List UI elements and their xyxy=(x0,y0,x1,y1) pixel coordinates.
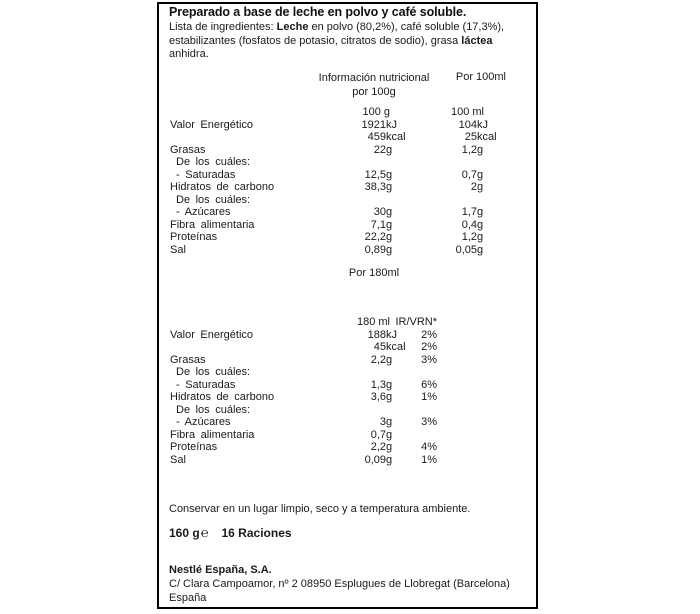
amount-number: 25 xyxy=(464,131,477,143)
value-per-100g xyxy=(279,219,392,231)
amount-unit: kcal xyxy=(477,131,497,143)
table-header-per-180ml: Por 180ml xyxy=(348,267,400,279)
value-per-100ml xyxy=(399,181,483,193)
nutrition-label xyxy=(157,2,538,609)
amount-unit: g xyxy=(386,416,393,428)
ingredients-prefix: Lista de ingredientes: xyxy=(169,21,277,33)
column-header-100ml: 100 ml xyxy=(450,106,484,118)
amount-unit: g xyxy=(477,218,484,231)
percent-value: 1% xyxy=(421,453,437,466)
amount-unit: g xyxy=(477,143,484,156)
storage-instructions: Conservar en un lugar limpio, seco y a temperatura ambiente. xyxy=(169,503,471,515)
nutrient-name: De los cuáles: xyxy=(176,193,251,206)
nutrition-row xyxy=(159,391,536,404)
amount-number: 7,1 xyxy=(370,218,386,231)
nutrition-row xyxy=(159,156,536,169)
nutrient-name: De los cuáles: xyxy=(176,403,251,416)
nutrition-row xyxy=(159,206,536,219)
amount-unit: g xyxy=(386,143,393,156)
column-header-180ml: 180 ml xyxy=(356,316,390,328)
amount-unit: g xyxy=(386,353,393,366)
nutrient-name: - Saturadas xyxy=(176,168,236,181)
manufacturer-name: Nestlé España, S.A. xyxy=(169,564,272,576)
amount-number: 12,5 xyxy=(364,168,386,181)
value-per-180ml xyxy=(279,354,392,366)
ingredients-line-1 xyxy=(169,21,535,35)
value-per-100g xyxy=(279,144,392,156)
amount-number: 188 xyxy=(367,328,386,341)
value-per-100g xyxy=(279,169,392,181)
percent-value: 3% xyxy=(421,353,437,366)
amount-number: 0,89 xyxy=(364,243,386,256)
percent-value: 3% xyxy=(421,416,437,428)
amount-number: 2 xyxy=(470,181,477,193)
nutrition-row xyxy=(159,219,536,232)
manufacturer-address: C/ Clara Campoamor, nº 2 08950 Esplugues de Llobregat (Barcelona) xyxy=(169,578,510,590)
ingredients-text: en polvo (80,2%), café soluble (17,3%), xyxy=(308,21,505,33)
nutrition-row xyxy=(159,194,536,207)
net-weight-line xyxy=(169,525,292,540)
value-per-100ml xyxy=(399,144,483,156)
column-header-row xyxy=(159,316,536,329)
percent-value: 6% xyxy=(421,378,437,391)
amount-number: 0,05 xyxy=(455,243,477,256)
nutrient-name: De los cuáles: xyxy=(176,366,251,378)
value-per-100g xyxy=(279,131,406,143)
value-per-180ml xyxy=(279,329,397,341)
amount-number: 1921 xyxy=(361,118,386,131)
amount-unit: kJ xyxy=(477,118,488,131)
value-per-180ml xyxy=(279,454,392,466)
amount-unit: g xyxy=(386,453,393,466)
amount-number: 2,2 xyxy=(370,441,386,453)
ingredients-list xyxy=(169,21,535,62)
nutrient-name: Grasas xyxy=(170,143,206,156)
nutrition-row xyxy=(159,454,536,467)
nutrient-name: Fibra alimentaria xyxy=(170,428,255,441)
amount-number: 0,7 xyxy=(461,168,477,181)
value-per-180ml xyxy=(279,416,392,428)
nutrition-row xyxy=(159,379,536,392)
ingredients-text: estabilizantes (fosfatos de potasio, citratos de sodio), grasa xyxy=(169,34,462,47)
value-per-180ml xyxy=(279,441,392,453)
value-per-100ml xyxy=(399,119,488,131)
amount-number: 1,3 xyxy=(370,378,386,391)
amount-unit: g xyxy=(386,378,393,391)
product-title: Preparado a base de leche en polvo y café soluble. xyxy=(169,5,467,19)
amount-unit: kcal xyxy=(386,341,406,353)
amount-unit: g xyxy=(386,243,393,256)
table-header-line-1: Información nutricional xyxy=(318,72,430,84)
nutrition-row xyxy=(159,429,536,442)
amount-unit: g xyxy=(477,231,484,243)
nutrition-table-180ml xyxy=(159,316,536,466)
value-per-100ml xyxy=(399,231,483,243)
ingredient-bold-leche: Leche xyxy=(276,21,309,33)
value-per-100g xyxy=(279,119,397,131)
amount-unit: g xyxy=(477,243,484,256)
nutrient-name: - Azúcares xyxy=(176,206,231,218)
nutrient-name: Hidratos de carbono xyxy=(170,391,275,403)
nutrition-row xyxy=(159,181,536,194)
manufacturer-country: España xyxy=(169,592,207,604)
value-per-100g xyxy=(279,206,392,218)
amount-number: 1,2 xyxy=(461,231,477,243)
percent-value: 4% xyxy=(421,441,437,453)
percent-value: 2% xyxy=(421,341,437,353)
value-per-180ml xyxy=(279,391,392,403)
value-per-100ml xyxy=(399,206,483,218)
nutrient-name: Valor Energético xyxy=(170,118,254,131)
value-per-100ml xyxy=(399,131,497,143)
manufacturer-info xyxy=(169,563,510,605)
amount-number: 3 xyxy=(379,416,386,428)
nutrition-table-100g xyxy=(159,106,536,256)
nutrition-row xyxy=(159,416,536,429)
value-per-180ml xyxy=(279,429,392,441)
amount-number: 38,3 xyxy=(364,181,386,193)
amount-number: 1,7 xyxy=(461,206,477,218)
amount-unit: g xyxy=(386,441,393,453)
value-per-100ml xyxy=(399,219,483,231)
amount-unit: g xyxy=(477,168,484,181)
nutrition-row xyxy=(159,244,536,257)
nutrition-row xyxy=(159,131,536,144)
amount-unit: g xyxy=(386,168,393,181)
nutrient-name: Proteínas xyxy=(170,441,218,453)
amount-unit: kJ xyxy=(386,328,397,341)
nutrition-row xyxy=(159,366,536,379)
amount-number: 2,2 xyxy=(370,353,386,366)
amount-unit: g xyxy=(386,181,393,193)
nutrient-name: Proteínas xyxy=(170,231,218,243)
nutrient-name: Sal xyxy=(170,243,186,256)
net-weight: 160 g xyxy=(169,526,200,540)
table-header-line-2: por 100g xyxy=(352,86,396,98)
column-header-irvrn: IR/VRN* xyxy=(395,316,437,328)
nutrient-name: Grasas xyxy=(170,353,206,366)
nutrition-row xyxy=(159,231,536,244)
nutrition-row xyxy=(159,341,536,354)
amount-number: 30 xyxy=(373,206,386,218)
amount-unit: kcal xyxy=(386,131,406,143)
value-per-100ml xyxy=(399,169,483,181)
servings-count: 16 Raciones xyxy=(221,526,292,540)
value-per-100ml xyxy=(399,244,483,256)
amount-unit: g xyxy=(386,206,393,218)
amount-unit: g xyxy=(477,181,484,193)
value-per-100g xyxy=(279,231,392,243)
nutrient-name: Valor Energético xyxy=(170,328,254,341)
value-per-100g xyxy=(279,181,392,193)
column-header-row xyxy=(159,106,536,119)
nutrition-row xyxy=(159,119,536,132)
value-per-180ml xyxy=(279,379,392,391)
amount-unit: g xyxy=(386,231,393,243)
amount-unit: g xyxy=(386,428,393,441)
ingredients-line-2 xyxy=(169,35,535,62)
nutrient-name: De los cuáles: xyxy=(176,156,251,168)
amount-number: 459 xyxy=(367,131,386,143)
amount-number: 45 xyxy=(373,341,386,353)
amount-number: 22,2 xyxy=(364,231,386,243)
nutrition-row xyxy=(159,169,536,182)
amount-number: 0,4 xyxy=(461,218,477,231)
nutrient-name: Sal xyxy=(170,453,186,466)
amount-number: 22 xyxy=(373,143,386,156)
column-header-100g: 100 g xyxy=(362,106,390,118)
ingredient-bold-lactea: láctea xyxy=(461,34,493,47)
nutrition-row xyxy=(159,144,536,157)
table-header-per-100ml: Por 100ml xyxy=(455,71,506,83)
estimated-sign-icon: ℮ xyxy=(200,525,209,540)
nutrition-row xyxy=(159,404,536,417)
value-per-100g xyxy=(279,244,392,256)
nutrient-name: - Azúcares xyxy=(176,416,231,428)
amount-unit: g xyxy=(477,206,484,218)
value-per-180ml xyxy=(279,341,406,353)
nutrient-name: Hidratos de carbono xyxy=(170,181,275,193)
nutrition-row xyxy=(159,329,536,342)
percent-value: 2% xyxy=(421,328,437,341)
amount-number: 0,09 xyxy=(364,453,386,466)
nutrient-name: - Saturadas xyxy=(176,378,236,391)
amount-number: 3,6 xyxy=(370,391,386,403)
amount-number: 104 xyxy=(458,118,477,131)
amount-unit: g xyxy=(386,218,393,231)
nutrient-name: Fibra alimentaria xyxy=(170,218,255,231)
percent-value: 1% xyxy=(421,391,437,403)
amount-unit: kJ xyxy=(386,118,397,131)
amount-number: 0,7 xyxy=(370,428,386,441)
nutrition-row xyxy=(159,354,536,367)
nutrition-row xyxy=(159,441,536,454)
amount-unit: g xyxy=(386,391,393,403)
amount-number: 1,2 xyxy=(461,143,477,156)
ingredients-suffix: anhidra. xyxy=(169,48,209,60)
